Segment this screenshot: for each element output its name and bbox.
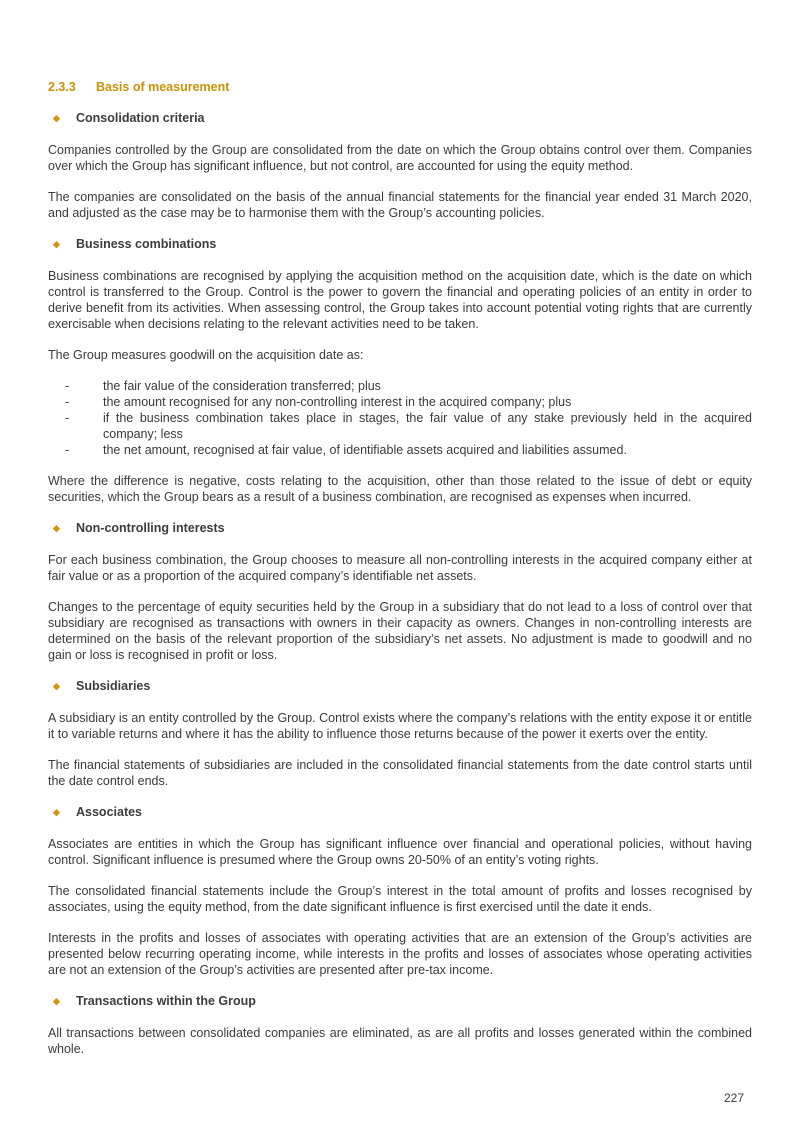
subheading-non-controlling-interests: ◆ Non-controlling interests (53, 521, 225, 535)
diamond-bullet-icon: ◆ (53, 996, 60, 1006)
paragraph: Associates are entities in which the Group has significant influence over financial and operational policies, without having control. Significant influence is presumed where the Group owns 20-50% of an entity’s voting rights. (48, 837, 752, 867)
diamond-bullet-icon: ◆ (53, 113, 60, 123)
goodwill-list (48, 378, 752, 458)
section-number: 2.3.3 (48, 80, 76, 94)
paragraph: A subsidiary is an entity controlled by the Group. Control exists where the company’s relations with the entity expose it or entitle it to variable returns and where it has the ability to influence those returns because of the power it exerts over the entity. (48, 711, 752, 741)
list-item: - the net amount, recognised at fair value, of identifiable assets acquired and liabilities assumed. (65, 443, 627, 457)
subheading-subsidiaries: ◆ Subsidiaries (53, 679, 151, 693)
paragraph: Companies controlled by the Group are consolidated from the date on which the Group obtains control over them. Companies over which the Group has significant influence, but not control, are accounted for using the equity method. (48, 143, 752, 173)
list-item: - the fair value of the consideration transferred; plus (65, 379, 381, 393)
document-page (48, 79, 752, 1072)
diamond-bullet-icon: ◆ (53, 807, 60, 817)
paragraph: The financial statements of subsidiaries are included in the consolidated financial statements from the date control starts until the date control ends. (48, 758, 752, 788)
paragraph: Business combinations are recognised by applying the acquisition method on the acquisition date, which is the date on which control is transferred to the Group. Control is the power to govern the financial and operating policies of an entity in order to derive benefit from its activities. When assessing control, the Group takes into account potential voting rights that are currently exercisable when decisions relating to the relevant activities need to be taken. (48, 269, 752, 331)
section-heading (48, 79, 752, 96)
paragraph: The consolidated financial statements include the Group’s interest in the total amount of profits and losses recognised by associates, using the equity method, from the date significant influence is first exercised until the date it ends. (48, 884, 752, 914)
page-number: 227 (724, 1091, 745, 1105)
diamond-bullet-icon: ◆ (53, 523, 60, 533)
subheading-associates: ◆ Associates (53, 805, 143, 819)
paragraph: The Group measures goodwill on the acquisition date as: (48, 348, 364, 362)
diamond-bullet-icon: ◆ (53, 239, 60, 249)
paragraph: The companies are consolidated on the basis of the annual financial statements for the financial year ended 31 March 2020, and adjusted as the case may be to harmonise them with the Group’s accounting policies. (48, 190, 752, 220)
subheading-transactions: ◆ Transactions within the Group (53, 994, 256, 1008)
paragraph: Where the difference is negative, costs relating to the acquisition, other than those related to the issue of debt or equity securities, which the Group bears as a result of a business combination, are recognised as expenses when incurred. (48, 474, 752, 504)
list-item: - if the business combination takes place in stages, the fair value of any stake previously held in the acquired company; less (65, 411, 752, 441)
subheading-business-combinations: ◆ Business combinations (53, 237, 217, 251)
paragraph: Interests in the profits and losses of associates with operating activities that are an extension of the Group’s activities are presented below recurring operating income, while interests in the profits and losses of associates whose operating activities are not an extension of the Group’s activities are presented after pre-tax income. (48, 931, 752, 977)
paragraph: Changes to the percentage of equity securities held by the Group in a subsidiary that do not lead to a loss of control over that subsidiary are recognised as transactions with owners in their capacity as owners. Changes in non-controlling interests are determined on the basis of the relevant proportion of the subsidiary’s net assets. No adjustment is made to goodwill and no gain or loss is recognised in profit or loss. (48, 600, 752, 662)
section-title: Basis of measurement (96, 80, 230, 94)
diamond-bullet-icon: ◆ (53, 681, 60, 691)
paragraph: All transactions between consolidated companies are eliminated, as are all profits and losses generated within the combined whole. (48, 1026, 752, 1056)
list-item: - the amount recognised for any non-controlling interest in the acquired company; plus (65, 395, 572, 409)
subheading-consolidation: ◆ Consolidation criteria (53, 111, 205, 125)
paragraph: For each business combination, the Group chooses to measure all non-controlling interests in the acquired company either at fair value or as a proportion of the acquired company’s identifiable net assets. (48, 553, 752, 583)
